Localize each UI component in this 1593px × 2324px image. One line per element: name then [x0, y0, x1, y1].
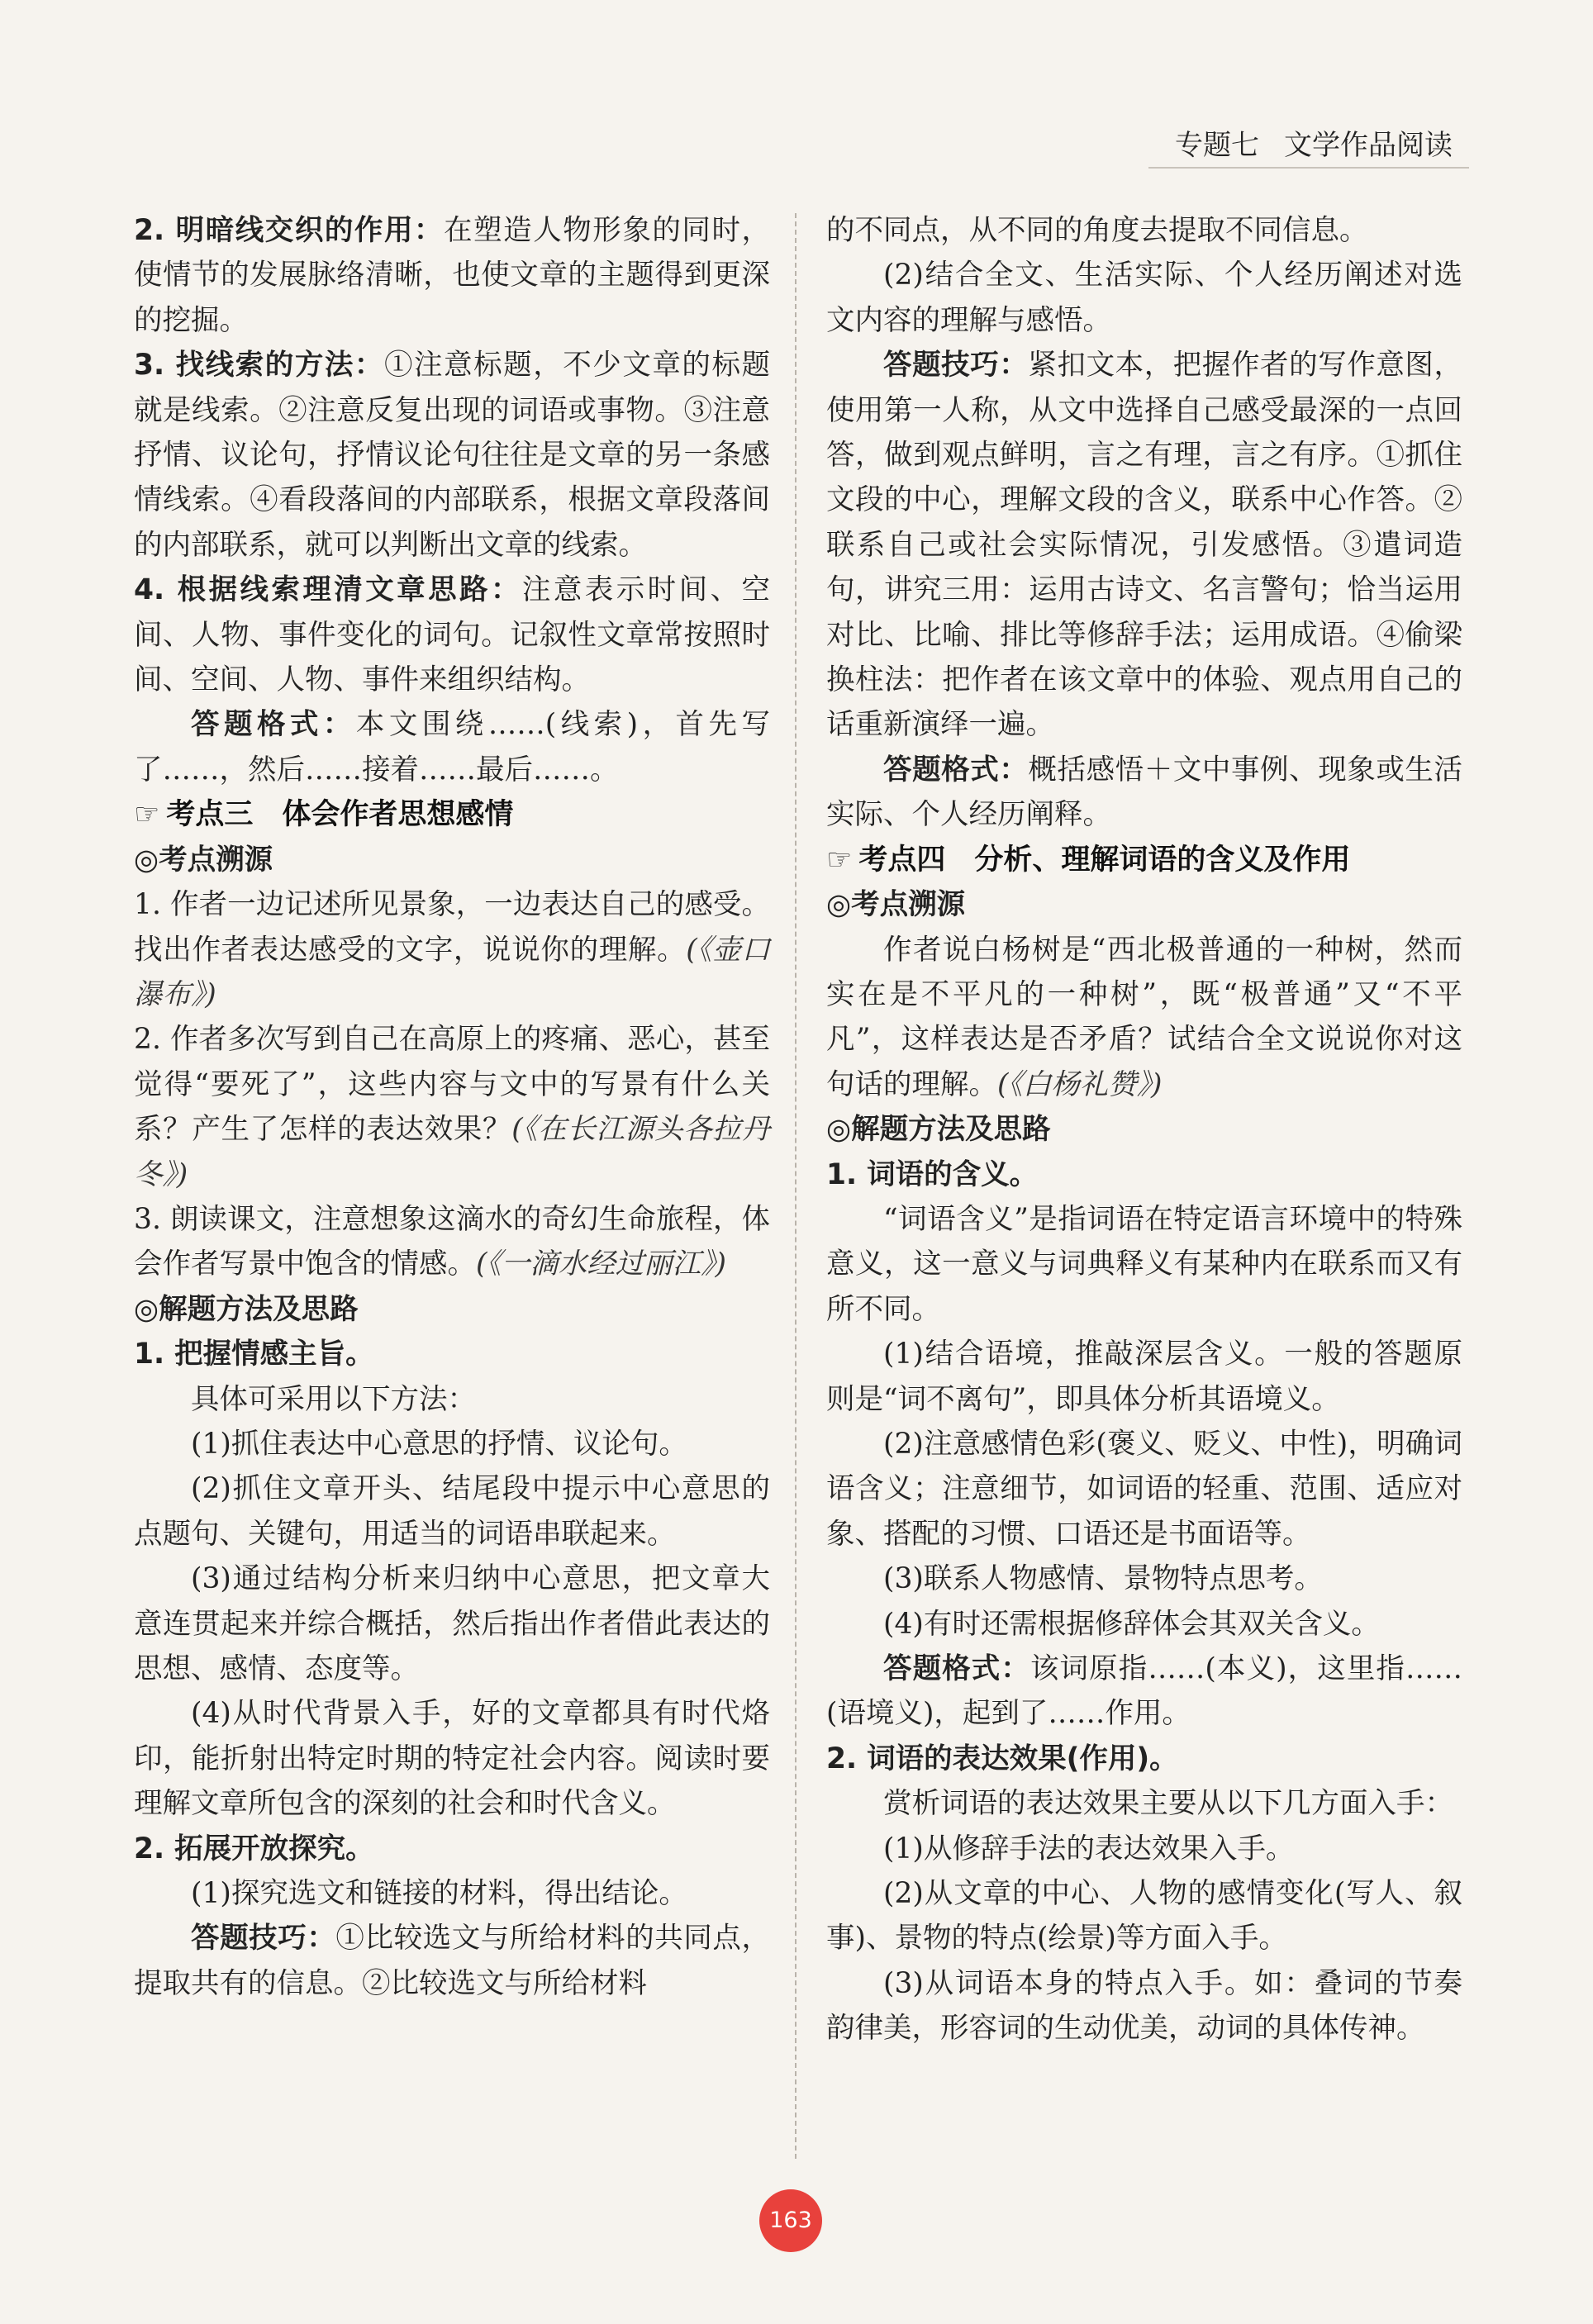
answer-tip-text: ①比较选文与所给材料的共同点，提取共有的信息。②比较选文与所给材料	[134, 1922, 771, 2000]
question-source: (《壶口瀑布》)	[134, 933, 770, 1011]
answer-tip-label: 答题技巧：	[191, 1922, 336, 1956]
method-item: (3)联系人物感情、景物特点思考。	[883, 1562, 1323, 1596]
question	[826, 928, 1462, 1108]
question-text: 3. 朗读课文，注意想象这滴水的奇幻生命旅程，体会作者写景中饱含的情感。	[134, 1202, 770, 1281]
answer-format-text: 概括感悟＋文中事例、现象或生活实际、个人经历阐释。	[826, 753, 1463, 832]
section-heading-kaodian-4	[826, 838, 1462, 882]
header-rule	[1148, 167, 1469, 169]
method-intro: “词语含义”是指词语在特定语言环境中的特殊意义，这一意义与词典释义有某种内在联系而又有所不同。	[826, 1202, 1462, 1326]
question-source: (《一滴水经过丽江》)	[476, 1248, 726, 1281]
answer-format-text: 本文围绕……(线索)，首先写了……，然后……接着……最后……。	[134, 708, 771, 787]
section-heading-kaodian-3	[134, 792, 770, 837]
answer-tip	[134, 1916, 770, 2006]
subheading-source: ◎考点溯源	[826, 888, 966, 922]
method-item: (2)注意感情色彩(褒义、贬义、中性)，明确词语含义；注意细节，如词语的轻重、范围、适应对象、搭配的习惯、口语还是书面语等。	[826, 1427, 1462, 1551]
column-divider	[795, 213, 796, 2159]
method-heading: 1. 把握情感主旨。	[134, 1338, 374, 1371]
method-item: (2)抓住文章开头、结尾段中提示中心意思的点题句、关键句，用适当的词语串联起来。	[134, 1472, 770, 1551]
method-intro: 赏析词语的表达效果主要从以下几方面入手：	[883, 1787, 1453, 1821]
method-item: (2)从文章的中心、人物的感情变化(写人、叙事)、景物的特点(绘景)等方面入手。	[826, 1877, 1462, 1956]
section-heading-text: 考点三 体会作者思想感情	[166, 798, 514, 832]
question-text: 2. 作者多次写到自己在高原上的疼痛、恶心，甚至觉得“要死了”，这些内容与文中的写景有什么关系？产生了怎样的表达效果？	[134, 1023, 770, 1147]
paragraph-text: ①注意标题，不少文章的标题就是线索。②注意反复出现的词语或事物。③注意抒情、议论句，抒情议论句往往是文章的另一条感情线索。④看段落间的内部联系，根据文章段落间的内部联系，就可以判断出文章的线索。	[134, 349, 771, 562]
question-source: (《在长江源头各拉丹冬》)	[134, 1113, 770, 1191]
left-column	[134, 208, 770, 2006]
question	[134, 1017, 770, 1197]
question	[134, 882, 770, 1017]
method-item: (3)通过结构分析来归纳中心意思，把文章大意连贯起来并综合概括，然后指出作者借此表达的思想、感情、态度等。	[134, 1562, 770, 1685]
method-item: (1)抓住表达中心意思的抒情、议论句。	[191, 1427, 687, 1461]
question	[134, 1197, 770, 1287]
paragraph: 的不同点，从不同的角度去提取不同信息。	[826, 214, 1368, 247]
running-header	[1175, 122, 1453, 163]
method-item: (1)探究选文和链接的材料，得出结论。	[191, 1877, 687, 1911]
paragraph-text: 在塑造人物形象的同时，使情节的发展脉络清晰，也使文章的主题得到更深的挖掘。	[134, 214, 770, 337]
method-item: (2)结合全文、生活实际、个人经历阐述对选文内容的理解与感悟。	[826, 259, 1462, 337]
paragraph-heading: 2. 明暗线交织的作用：	[134, 214, 445, 247]
method-item: (3)从词语本身的特点入手。如：叠词的节奏韵律美，形容词的生动优美，动词的具体传神。	[826, 1966, 1462, 2046]
header-title: 文学作品阅读	[1284, 129, 1453, 162]
question-text: 1. 作者一边记述所见景象，一边表达自己的感受。找出作者表达感受的文字，说说你的理解。	[134, 888, 770, 967]
answer-format-label: 答题格式：	[883, 1652, 1030, 1685]
answer-format-label: 答题格式：	[883, 753, 1029, 787]
pointing-hand-icon: ☞	[134, 798, 160, 832]
method-intro: 具体可采用以下方法：	[191, 1382, 476, 1416]
answer-format	[826, 1647, 1462, 1737]
answer-tip	[826, 343, 1462, 748]
method-item: (1)从修辞手法的表达效果入手。	[883, 1832, 1295, 1865]
question-text: 作者说白杨树是“西北极普通的一种树，然而实在是不平凡的一种树”，既“极普通”又“不平凡”，这样表达是否矛盾？试结合全文说说你对这句话的理解。	[826, 933, 1462, 1101]
answer-format-text: 该词原指……(本义)，这里指……(语境义)，起到了……作用。	[826, 1652, 1463, 1731]
paragraph	[134, 208, 770, 343]
method-heading: 1. 词语的含义。	[826, 1157, 1039, 1191]
method-heading: 2. 拓展开放探究。	[134, 1832, 374, 1865]
paragraph	[134, 568, 770, 702]
paragraph-heading: 3. 找线索的方法：	[134, 349, 384, 383]
answer-format-label: 答题格式：	[191, 708, 356, 742]
method-heading: 2. 词语的表达效果(作用)。	[826, 1742, 1178, 1775]
paragraph	[134, 343, 770, 568]
method-item: (4)有时还需根据修辞体会其双关含义。	[883, 1607, 1380, 1641]
answer-format	[826, 748, 1462, 838]
paragraph-text: 注意表示时间、空间、人物、事件变化的词句。记叙性文章常按照时间、空间、人物、事件来组织结构。	[134, 573, 771, 697]
header-topic: 专题七	[1175, 129, 1259, 162]
paragraph-heading: 4. 根据线索理清文章思路：	[134, 573, 522, 607]
subheading-method: ◎解题方法及思路	[826, 1113, 1051, 1147]
subheading-source: ◎考点溯源	[134, 843, 273, 877]
right-column	[826, 208, 1462, 2051]
question-source: (《白杨礼赞》)	[997, 1067, 1163, 1101]
answer-format	[134, 702, 770, 792]
answer-tip-label: 答题技巧：	[883, 349, 1029, 383]
answer-tip-text: 紧扣文本，把握作者的写作意图，使用第一人称，从文中选择自己感受最深的一点回答，做到观点鲜明，言之有理，言之有序。①抓住文段的中心，理解文段的含义，联系中心作答。②联系自己或社会实际情况，引发感悟。③遣词造句，讲究三用：运用古诗文、名言警句；恰当运用对比、比喻、排比等修辞手法；运用成语。④偷梁换柱法：把作者在该文章中的体验、观点用自己的话重新演绎一遍。	[826, 349, 1463, 742]
page-number-badge: 163	[759, 2189, 822, 2252]
subheading-method: ◎解题方法及思路	[134, 1292, 359, 1326]
method-item: (4)从时代背景入手，好的文章都具有时代烙印，能折射出特定时期的特定社会内容。阅读时要理解文章所包含的深刻的社会和时代含义。	[134, 1697, 770, 1821]
pointing-hand-icon: ☞	[826, 843, 853, 877]
section-heading-text: 考点四 分析、理解词语的含义及作用	[858, 843, 1351, 877]
method-item: (1)结合语境，推敲深层含义。一般的答题原则是“词不离句”，即具体分析其语境义。	[826, 1338, 1462, 1416]
